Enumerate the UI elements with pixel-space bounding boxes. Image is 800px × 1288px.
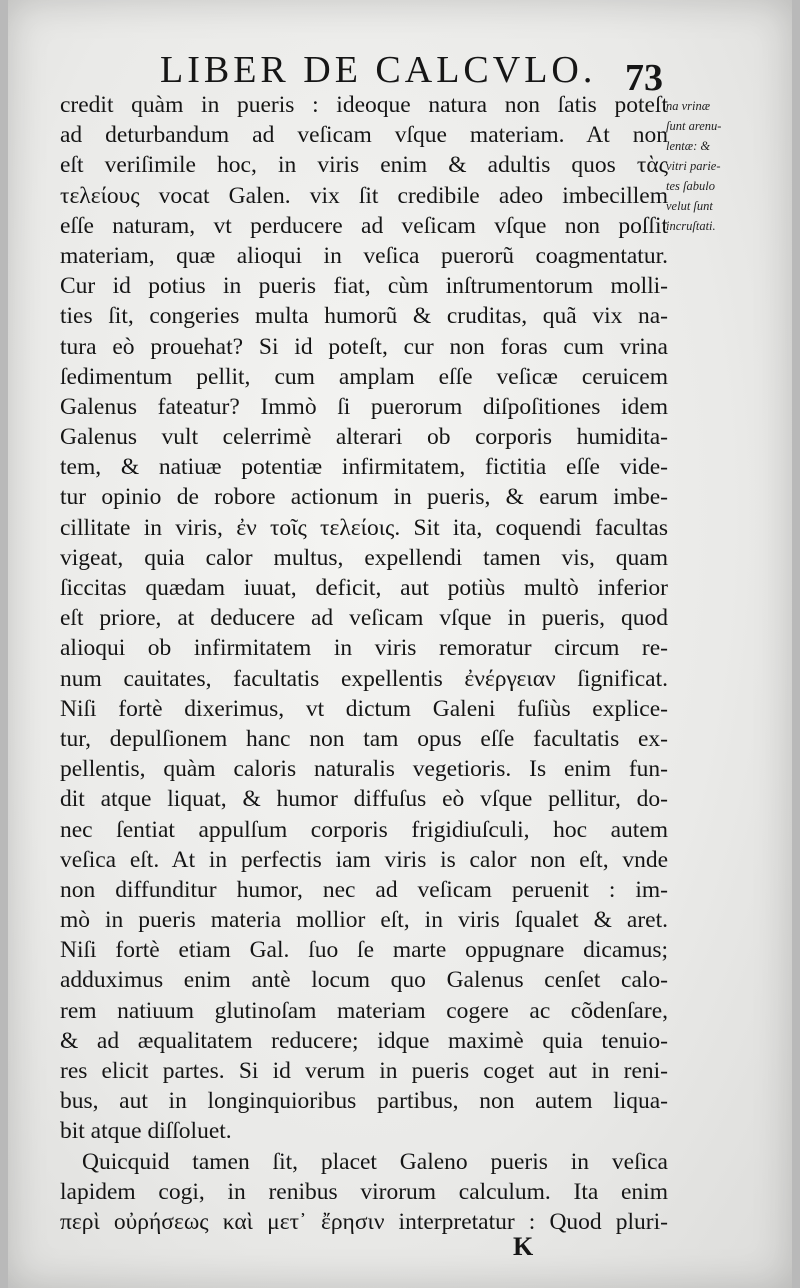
marginal-note-line: lentæ: & [666, 139, 711, 153]
text-line: tura eò prouehat? Si id poteſt, cur non foras cum vrina [60, 333, 668, 360]
marginal-note-line: velut ſunt [666, 199, 713, 213]
page-number: 73 [625, 57, 663, 99]
marginal-note-line: vitri parie- [666, 159, 721, 173]
running-head: LIBER DE CALCVLO. [160, 49, 597, 91]
text-line: Niſi fortè dixerimus, vt dictum Galeni fuſiùs explice- [60, 695, 668, 722]
text-line: bus, aut in longinquioribus partibus, non autem liqua- [60, 1088, 668, 1115]
text-line: Quicquid tamen ſit, placet Galeno pueris in veſica [82, 1148, 668, 1175]
text-line: ſedimentum pellit, cum amplam eſſe veſicæ ceruicem [60, 363, 668, 390]
text-line: res elicit partes. Si id verum in pueris coget aut in reni- [60, 1058, 668, 1084]
marginal-note [666, 96, 800, 236]
body-text [60, 90, 668, 1237]
book-page [8, 0, 792, 1288]
text-line: ties ſit, congeries multa humorũ & cruditas, quã vix na- [60, 303, 668, 330]
marginal-note-line: ſunt arenu- [666, 119, 722, 133]
page-header [8, 48, 792, 99]
marginal-note-line: incruſtati. [666, 219, 716, 233]
text-line: eſſe naturam, vt perducere ad veſicam vſque non poſſit [60, 212, 668, 239]
text-line: lapidem cogi, in renibus virorum calculum. Ita enim [60, 1178, 668, 1205]
text-line: adduximus enim antè locum quo Galenus cenſet calo- [60, 967, 668, 994]
text-line: veſica eſt. At in perfectis iam viris is calor non eſt, vnde [60, 846, 668, 873]
text-line: & ad æqualitatem reducere; idque maximè quia tenuio- [60, 1027, 668, 1054]
text-line: τελείους vocat Galen. vix ſit credibile adeo imbecillem [60, 182, 668, 209]
marginal-note-line: na vrinæ [666, 99, 711, 113]
text-line: tur, depulſionem hanc non tam opus eſſe facultatis ex- [60, 725, 668, 752]
text-line: nec ſentiat appulſum corporis frigidiuſculi, hoc autem [60, 816, 668, 843]
text-line: περὶ οὐρήσεως καὶ μετ᾽ ἔρησιν interpretatur : Quod pluri- [60, 1208, 668, 1235]
text-line: Cur id potius in pueris fiat, cùm inſtrumentorum molli- [60, 273, 668, 300]
text-line: tur opinio de robore actionum in pueris, & earum imbe- [60, 484, 668, 511]
text-line: Galenus fateatur? Immò ſi puerorum diſpoſitiones idem [60, 393, 668, 420]
text-line: pellentis, quàm caloris naturalis vegetioris. Is enim fun- [60, 756, 668, 783]
signature-mark: K [513, 1232, 534, 1261]
text-line: eſt priore, at deducere ad veſicam vſque in pueris, quod [60, 605, 668, 632]
text-line: num cauitates, facultatis expellentis ἐνέργειαν ſignificat. [60, 665, 668, 692]
text-line: alioqui ob infirmitatem in viris remoratur circum re- [60, 635, 668, 662]
text-line: cillitate in viris, ἐν τοῖς τελείοις. Sit ita, coquendi facultas [60, 514, 668, 541]
text-line: Niſi fortè etiam Gal. ſuo ſe marte oppugnare dicamus; [60, 937, 668, 964]
text-line: eſt veriſimile hoc, in viris enim & adultis quos τὰς [60, 152, 668, 179]
text-line: Galenus vult celerrimè alterari ob corporis humidita- [60, 424, 668, 451]
text-line: non diffunditur humor, nec ad veſicam peruenit : im- [60, 876, 668, 903]
text-line: dit atque liquat, & humor diffuſus eò vſque pellitur, do- [60, 786, 668, 813]
text-line: mò in pueris materia mollior eſt, in viris ſqualet & aret. [60, 907, 668, 934]
text-line: tem, & natiuæ potentiæ infirmitatem, fictitia eſſe vide- [60, 454, 668, 481]
text-line: ad deturbandum ad veſicam vſque materiam. At non [60, 122, 668, 149]
text-line: credit quàm in pueris : ideoque natura non ſatis poteſt [60, 92, 668, 118]
text-line: rem natiuum glutinoſam materiam cogere ac cõdenſare, [60, 997, 668, 1024]
text-line: ſiccitas quædam iuuat, deficit, aut potiùs multò inferior [60, 575, 668, 601]
text-line: bit atque diſſoluet. [60, 1118, 232, 1145]
marginal-note-line: tes ſabulo [666, 179, 715, 193]
text-line: materiam, quæ alioqui in veſica puerorũ coagmentatur. [60, 242, 668, 269]
text-line: vigeat, quia calor multus, expellendi tamen vis, quam [60, 544, 668, 571]
